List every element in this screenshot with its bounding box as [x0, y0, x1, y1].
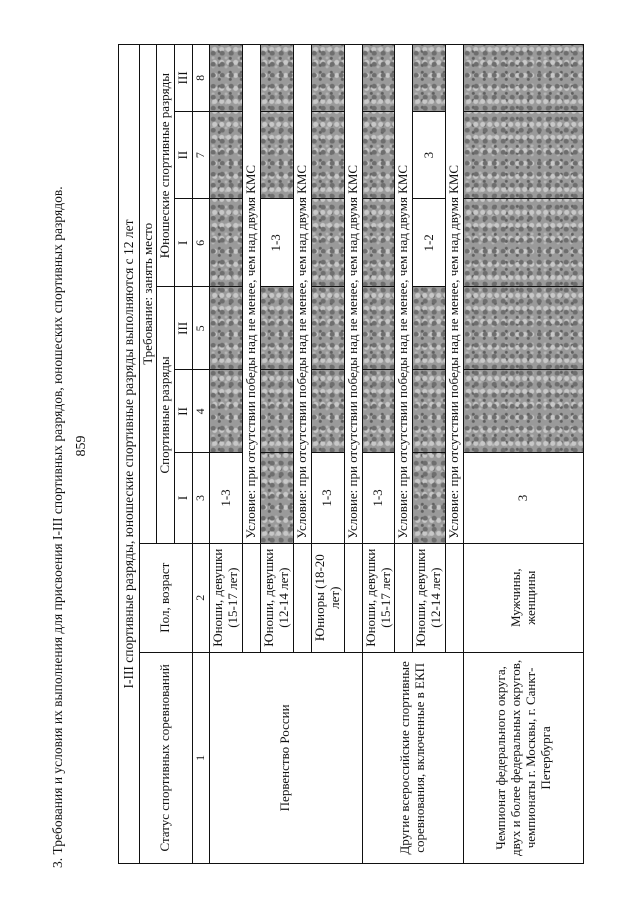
sex-age-cell: Юноши, девушки (15-17 лет) [362, 543, 395, 652]
shaded-cell [362, 370, 395, 453]
place-cell: 1-3 [260, 199, 293, 287]
sex-age-cell: Юниоры (18-20 лет) [311, 543, 344, 652]
place-cell: 1-2 [413, 199, 446, 287]
column-number: 7 [193, 111, 210, 199]
shaded-cell [413, 453, 446, 543]
shaded-cell [260, 287, 293, 370]
column-number: 8 [193, 45, 210, 112]
rank-header: II [175, 111, 193, 199]
condition-text: Условие: при отсутствии победы над не менее, чем над двумя КМС [446, 45, 464, 544]
place-cell: 1-3 [362, 453, 395, 543]
sex-age-cell: Мужчины, женщины [464, 543, 584, 652]
shaded-cell [260, 370, 293, 453]
place-cell: 1-3 [210, 453, 243, 543]
rank-header: II [175, 370, 193, 453]
column-number: 3 [193, 453, 210, 543]
shaded-cell [362, 45, 395, 112]
shaded-cell [210, 111, 243, 199]
shaded-cell [464, 199, 584, 287]
rank-header: III [175, 45, 193, 112]
shaded-cell [260, 111, 293, 199]
status-cell: Первенство России [210, 652, 362, 863]
condition-text: Условие: при отсутствии победы над не менее, чем над двумя КМС [243, 45, 261, 544]
header-status: Статус спортивных соревнований [139, 652, 193, 863]
header-requirement: Требование: занять место [139, 45, 157, 544]
section-heading: 3. Требования и условия их выполнения для присвоения I-III спортивных разрядов, юношеских спортивных разрядов. [50, 186, 65, 868]
column-number: 1 [193, 652, 210, 863]
rank-header: I [175, 199, 193, 287]
shaded-cell [413, 287, 446, 370]
sex-age-cell: Юноши, девушки (12-14 лет) [260, 543, 293, 652]
condition-text: Условие: при отсутствии победы над не менее, чем над двумя КМС [395, 45, 413, 544]
shaded-cell [210, 45, 243, 112]
shaded-cell [311, 199, 344, 287]
shaded-cell [260, 453, 293, 543]
shaded-cell [464, 111, 584, 199]
place-cell: 3 [464, 453, 584, 543]
column-number: 5 [193, 287, 210, 370]
rank-header: III [175, 287, 193, 370]
shaded-cell [464, 287, 584, 370]
header-sex-age: Пол, возраст [139, 543, 193, 652]
shaded-cell [210, 199, 243, 287]
shaded-cell [210, 287, 243, 370]
condition-spacer [446, 543, 464, 652]
shaded-cell [311, 287, 344, 370]
status-cell: Чемпионат федерального округа, двух и более федеральных округов, чемпионаты г. Москвы, г. Санкт-Петербурга [464, 652, 584, 863]
condition-spacer [243, 543, 261, 652]
sex-age-cell: Юноши, девушки (12-14 лет) [413, 543, 446, 652]
column-number: 4 [193, 370, 210, 453]
shaded-cell [210, 370, 243, 453]
shaded-cell [311, 45, 344, 112]
condition-text: Условие: при отсутствии победы над не менее, чем над двумя КМС [344, 45, 362, 544]
requirements-table [118, 44, 584, 864]
sex-age-cell: Юноши, девушки (15-17 лет) [210, 543, 243, 652]
page-number: 859 [74, 435, 89, 457]
header-sport-ranks: Спортивные разряды [157, 287, 175, 543]
place-cell: 1-3 [311, 453, 344, 543]
shaded-cell [464, 45, 584, 112]
shaded-cell [362, 199, 395, 287]
rank-header: I [175, 453, 193, 543]
condition-text: Условие: при отсутствии победы над не менее, чем над двумя КМС [293, 45, 311, 544]
condition-spacer [293, 543, 311, 652]
condition-spacer [395, 543, 413, 652]
shaded-cell [464, 370, 584, 453]
requirements-table-container [118, 44, 553, 864]
shaded-cell [413, 370, 446, 453]
shaded-cell [362, 111, 395, 199]
column-number: 6 [193, 199, 210, 287]
place-cell: 3 [413, 111, 446, 199]
shaded-cell [362, 287, 395, 370]
shaded-cell [413, 45, 446, 112]
shaded-cell [311, 370, 344, 453]
header-youth-ranks: Юношеские спортивные разряды [157, 45, 175, 287]
status-cell: Другие всероссийские спортивные соревнования, включенные в ЕКП [362, 652, 464, 863]
column-number: 2 [193, 543, 210, 652]
table-caption: I-III спортивные разряды, юношеские спортивные разряды выполняются с 12 лет [119, 45, 140, 864]
shaded-cell [311, 111, 344, 199]
condition-spacer [344, 543, 362, 652]
shaded-cell [260, 45, 293, 112]
